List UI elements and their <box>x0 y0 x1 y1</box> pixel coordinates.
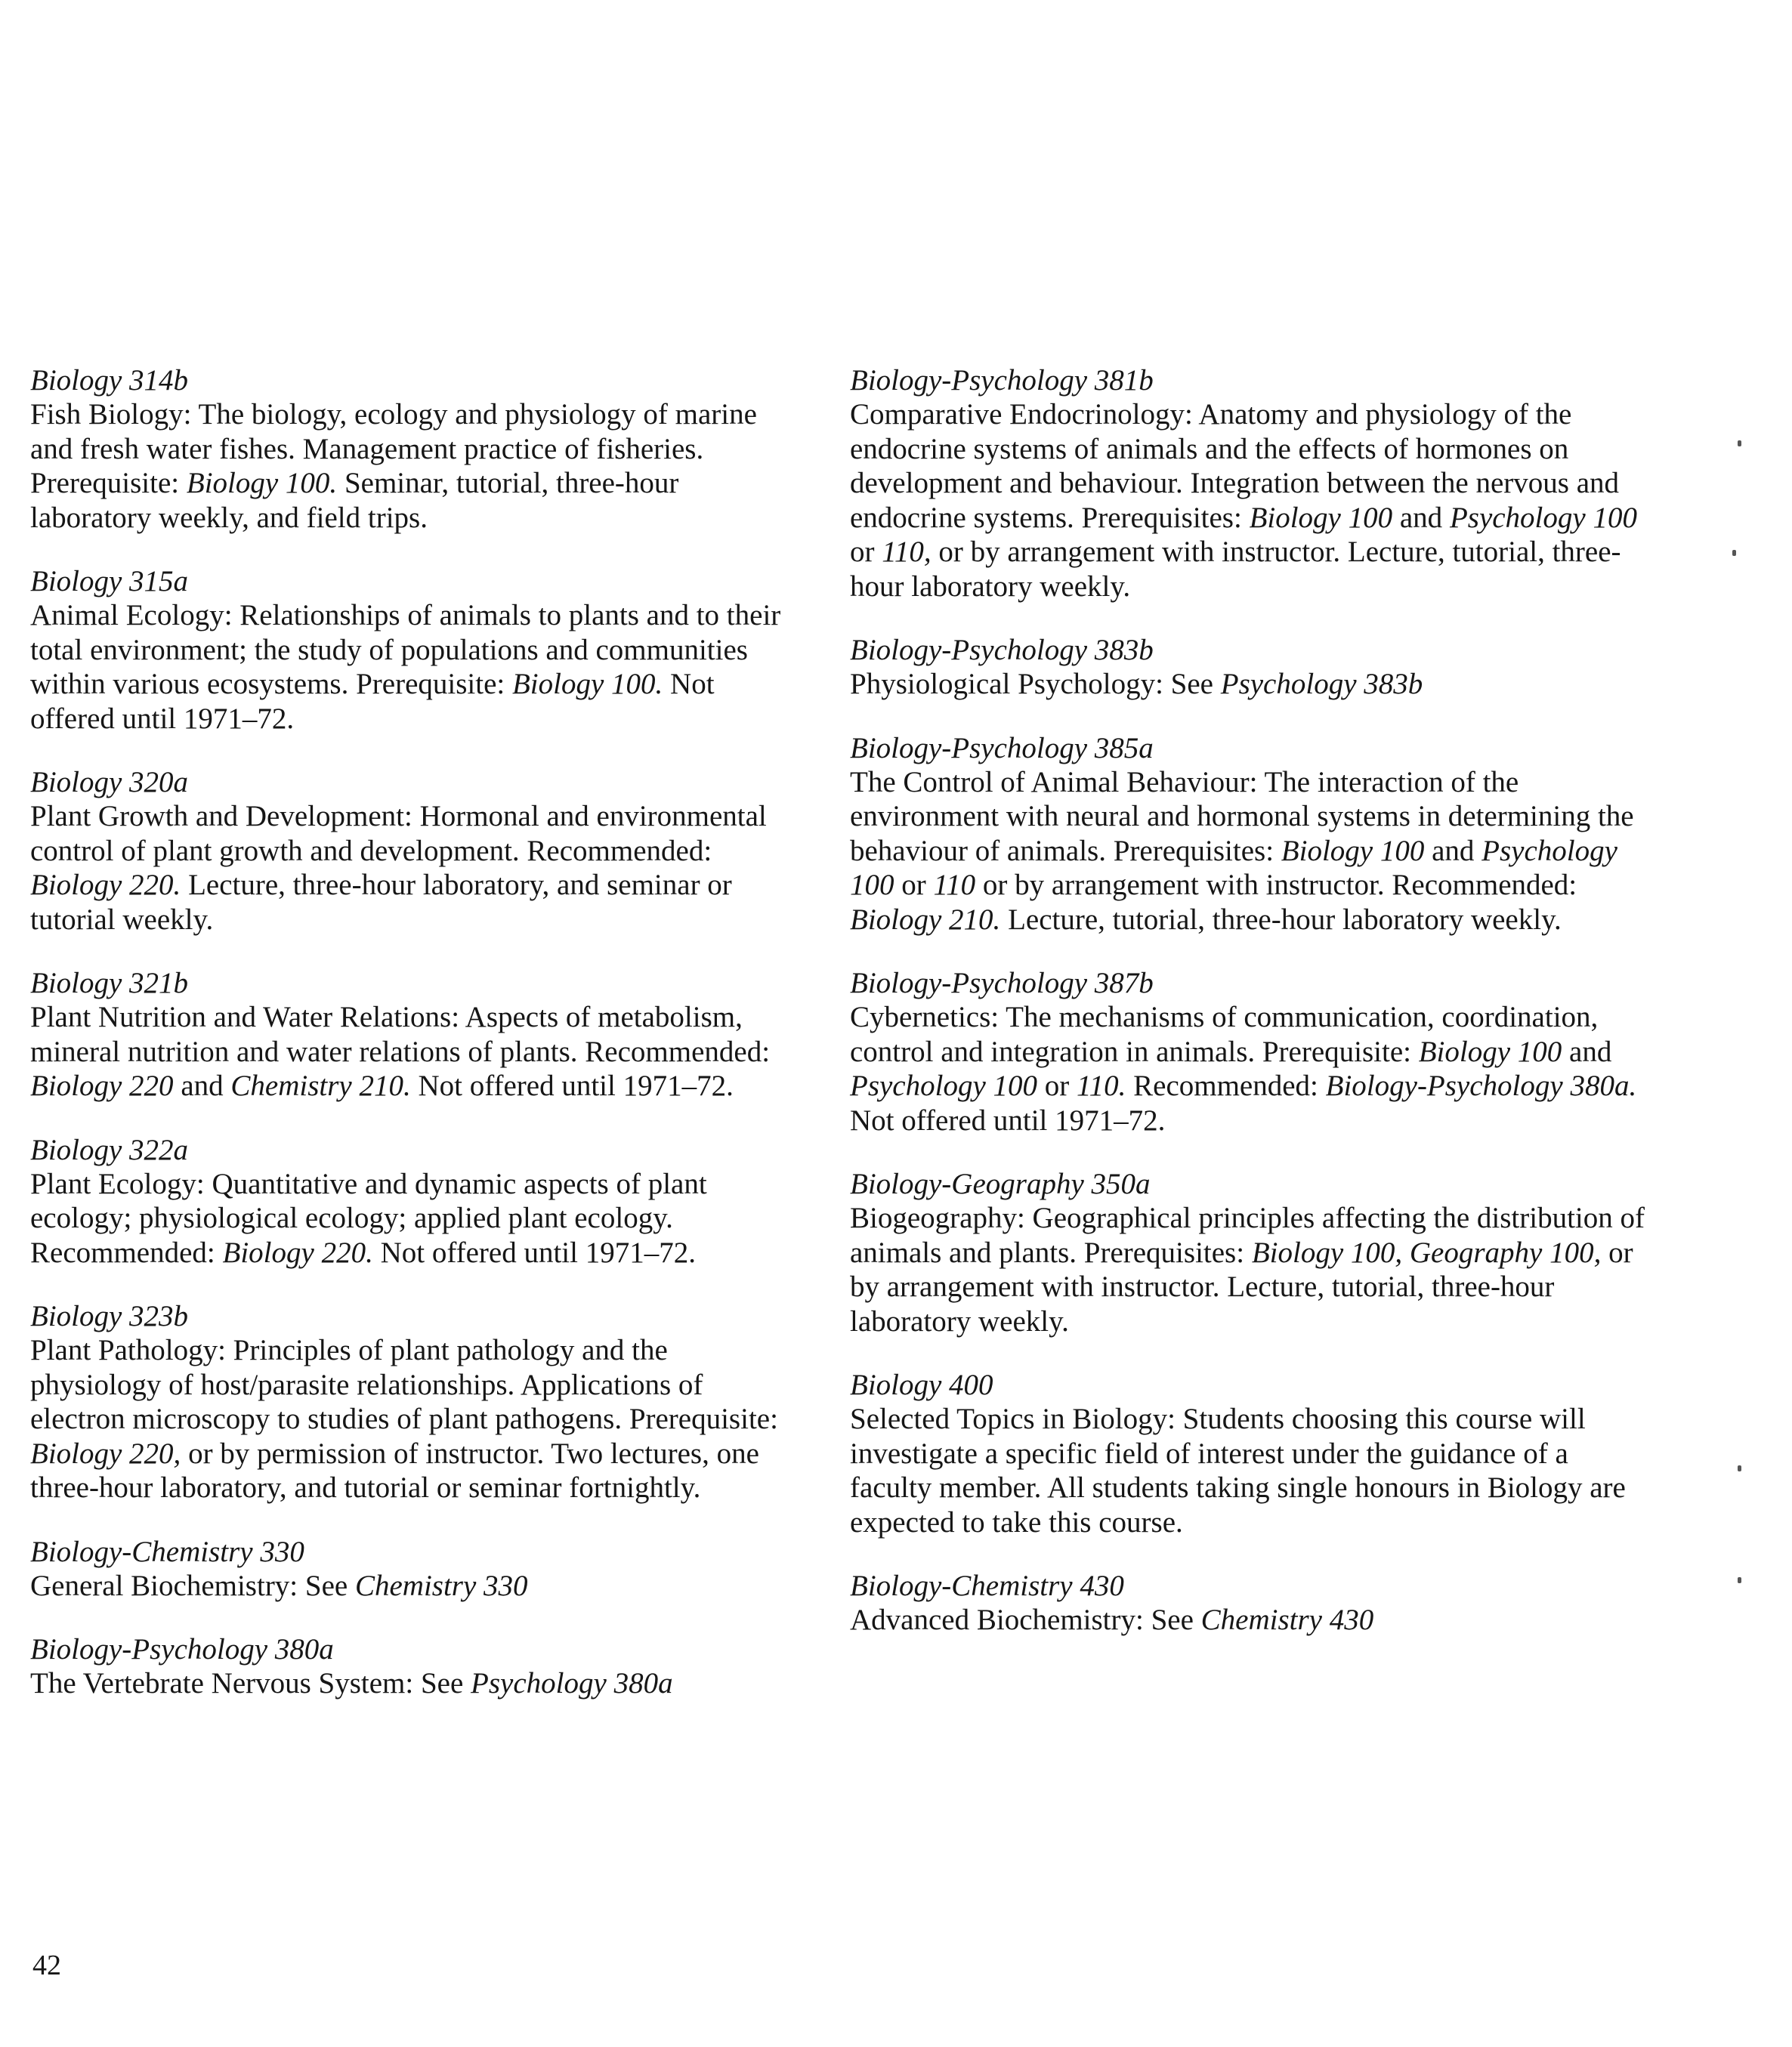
description-text: and <box>173 1070 231 1102</box>
course-reference: Chemistry 210. <box>230 1070 411 1102</box>
description-text: Advanced Biochemistry: See <box>850 1604 1201 1636</box>
course-description <box>30 1167 801 1270</box>
course-reference: Biology 100 <box>1281 834 1425 867</box>
description-text: Lecture, tutorial, three-hour laboratory weekly. <box>1000 903 1562 936</box>
course-reference: Biology 100, Geography 100, <box>1251 1236 1602 1269</box>
course-entry <box>850 634 1651 702</box>
course-entry <box>30 364 801 535</box>
description-text: Fish Biology: The biology, ecology and physiology of marine and fresh water fishes. Management practice of fisheries. Prerequisite: <box>30 398 757 499</box>
course-reference: Psychology 100 <box>850 1070 1038 1102</box>
course-reference: Chemistry 430 <box>1200 1604 1374 1636</box>
description-text: or by arrangement with instructor. Recommended: <box>975 869 1577 901</box>
description-text: and <box>1562 1035 1612 1068</box>
description-text: Lecture, three-hour laboratory, and seminar or tutorial weekly. <box>30 869 732 936</box>
course-reference: Psychology 100 <box>850 834 1617 901</box>
course-entry <box>850 1570 1651 1638</box>
course-reference: 110 <box>933 869 976 901</box>
course-code: Biology-Psychology 385a <box>850 731 1154 764</box>
course-reference: Biology-Psychology 380a. <box>1325 1070 1637 1102</box>
description-text: Not offered until 1971–72. <box>372 1236 696 1269</box>
description-text: or <box>894 869 934 901</box>
course-code: Biology 321b <box>30 967 189 999</box>
course-entry <box>30 1134 801 1270</box>
course-description <box>850 397 1651 604</box>
page-number: 42 <box>32 1950 61 1981</box>
course-description <box>30 397 801 535</box>
course-entry <box>850 364 1651 604</box>
right-column <box>850 364 1651 1668</box>
course-code: Biology-Psychology 383b <box>850 634 1154 666</box>
course-code: Biology-Psychology 381b <box>850 364 1154 397</box>
course-entry <box>30 967 801 1104</box>
course-reference: Psychology 100 <box>1449 501 1637 534</box>
description-text: The Vertebrate Nervous System: See <box>30 1667 471 1700</box>
description-text: Recommended: <box>1126 1070 1326 1102</box>
description-text: or <box>850 536 882 568</box>
description-text: Seminar, tutorial, three-hour laboratory weekly, and field trips. <box>30 467 679 534</box>
description-text: Biogeography: Geographical principles affecting the distribution of animals and plants. Prerequisites: <box>850 1202 1645 1269</box>
description-text: Animal Ecology: Relationships of animals to plants and to their total environment; the study of populations and communities within various ecosystems. Prerequisite: <box>30 599 781 700</box>
course-entry <box>30 565 801 736</box>
course-entry <box>30 1300 801 1505</box>
course-code: Biology 315a <box>30 565 189 597</box>
course-reference: Biology 220. <box>30 869 181 901</box>
course-reference: Biology 100. <box>511 668 663 700</box>
course-description <box>30 799 801 937</box>
description-text: Plant Nutrition and Water Relations: Aspects of metabolism, mineral nutrition and water relations of plants. Recommended: <box>30 1001 771 1068</box>
course-description <box>850 765 1651 937</box>
course-reference: Biology 100 <box>1249 501 1393 534</box>
description-text: or by arrangement with instructor. Lecture, tutorial, three-hour laboratory weekly. <box>850 1236 1633 1338</box>
course-description <box>30 1569 801 1604</box>
description-text: or by permission of instructor. Two lectures, one three-hour laboratory, and tutorial or seminar fortnightly. <box>30 1437 759 1504</box>
course-code: Biology-Chemistry 330 <box>30 1535 304 1568</box>
course-code: Biology 322a <box>30 1133 189 1166</box>
course-code: Biology-Psychology 380a <box>30 1633 334 1666</box>
course-code: Biology 314b <box>30 364 189 397</box>
course-description <box>850 1000 1651 1138</box>
course-description <box>30 598 801 736</box>
description-text: or by arrangement with instructor. Lecture, tutorial, three-hour laboratory weekly. <box>850 536 1621 603</box>
description-text: Plant Growth and Development: Hormonal and environmental control of plant growth and development. Recommended: <box>30 800 767 867</box>
description-text: Not offered until 1971–72. <box>30 668 715 735</box>
course-entry <box>850 1369 1651 1539</box>
course-code: Biology-Geography 350a <box>850 1168 1151 1200</box>
course-entry <box>30 1536 801 1604</box>
course-reference: Biology 100. <box>186 467 338 499</box>
course-reference: Psychology 380a <box>471 1667 673 1700</box>
scan-speck <box>1738 1465 1741 1471</box>
description-text: Comparative Endocrinology: Anatomy and physiology of the endocrine systems of animals and the effects of hormones on development and behaviour. Integration between the nervous and endocrine systems. Prerequisites: <box>850 398 1619 534</box>
description-text: Cybernetics: The mechanisms of communication, coordination, control and integration in animals. Prerequisite: <box>850 1001 1599 1068</box>
description-text: Selected Topics in Biology: Students choosing this course will investigate a specific field of interest under the guidance of a faculty member. All students taking single honours in Biology are expected to take this course. <box>850 1403 1626 1539</box>
course-reference: 110. <box>1077 1070 1126 1102</box>
course-reference: 110, <box>882 536 932 568</box>
course-description <box>850 1201 1651 1338</box>
course-reference: Biology 220, <box>30 1437 181 1470</box>
course-code: Biology 400 <box>850 1369 993 1401</box>
course-reference: Biology 220 <box>30 1070 174 1102</box>
description-text: Not offered until 1971–72. <box>410 1070 734 1102</box>
course-description <box>30 1333 801 1505</box>
description-text: Plant Pathology: Principles of plant pathology and the physiology of host/parasite relationships. Applications of electron microscopy to studies of plant pathogens. Prerequisite: <box>30 1334 778 1435</box>
description-text: and <box>1392 501 1450 534</box>
description-text: The Control of Animal Behaviour: The interaction of the environment with neural and hormonal systems in determining the behaviour of animals. Prerequisites: <box>850 765 1634 867</box>
course-entry <box>850 1168 1651 1338</box>
course-entry <box>850 967 1651 1138</box>
description-text: and <box>1424 834 1482 867</box>
course-reference: Biology 210. <box>850 903 1001 936</box>
course-description <box>850 1603 1651 1638</box>
scan-speck <box>1738 1577 1741 1583</box>
course-reference: Biology 220. <box>222 1236 373 1269</box>
course-reference: Psychology 383b <box>1220 668 1423 700</box>
left-column <box>30 364 801 1731</box>
course-code: Biology-Chemistry 430 <box>850 1570 1124 1602</box>
description-text: Plant Ecology: Quantitative and dynamic aspects of plant ecology; physiological ecology; applied plant ecology. Recommended: <box>30 1167 707 1269</box>
course-code: Biology 320a <box>30 766 189 798</box>
description-text: Not offered until 1971–72. <box>850 1104 1166 1137</box>
description-text: or <box>1037 1070 1077 1102</box>
course-description <box>850 1402 1651 1539</box>
course-reference: Chemistry 330 <box>354 1569 528 1602</box>
course-code: Biology-Psychology 387b <box>850 967 1154 999</box>
description-text: General Biochemistry: See <box>30 1569 355 1602</box>
course-description <box>850 667 1651 702</box>
course-entry <box>30 1633 801 1701</box>
course-entry <box>850 732 1651 937</box>
course-reference: Biology 100 <box>1418 1035 1562 1068</box>
course-description <box>30 1000 801 1104</box>
course-code: Biology 323b <box>30 1300 189 1332</box>
course-entry <box>30 766 801 937</box>
scan-speck <box>1738 440 1741 446</box>
course-description <box>30 1666 801 1701</box>
scan-speck <box>1732 550 1736 556</box>
description-text: Physiological Psychology: See <box>850 668 1221 700</box>
